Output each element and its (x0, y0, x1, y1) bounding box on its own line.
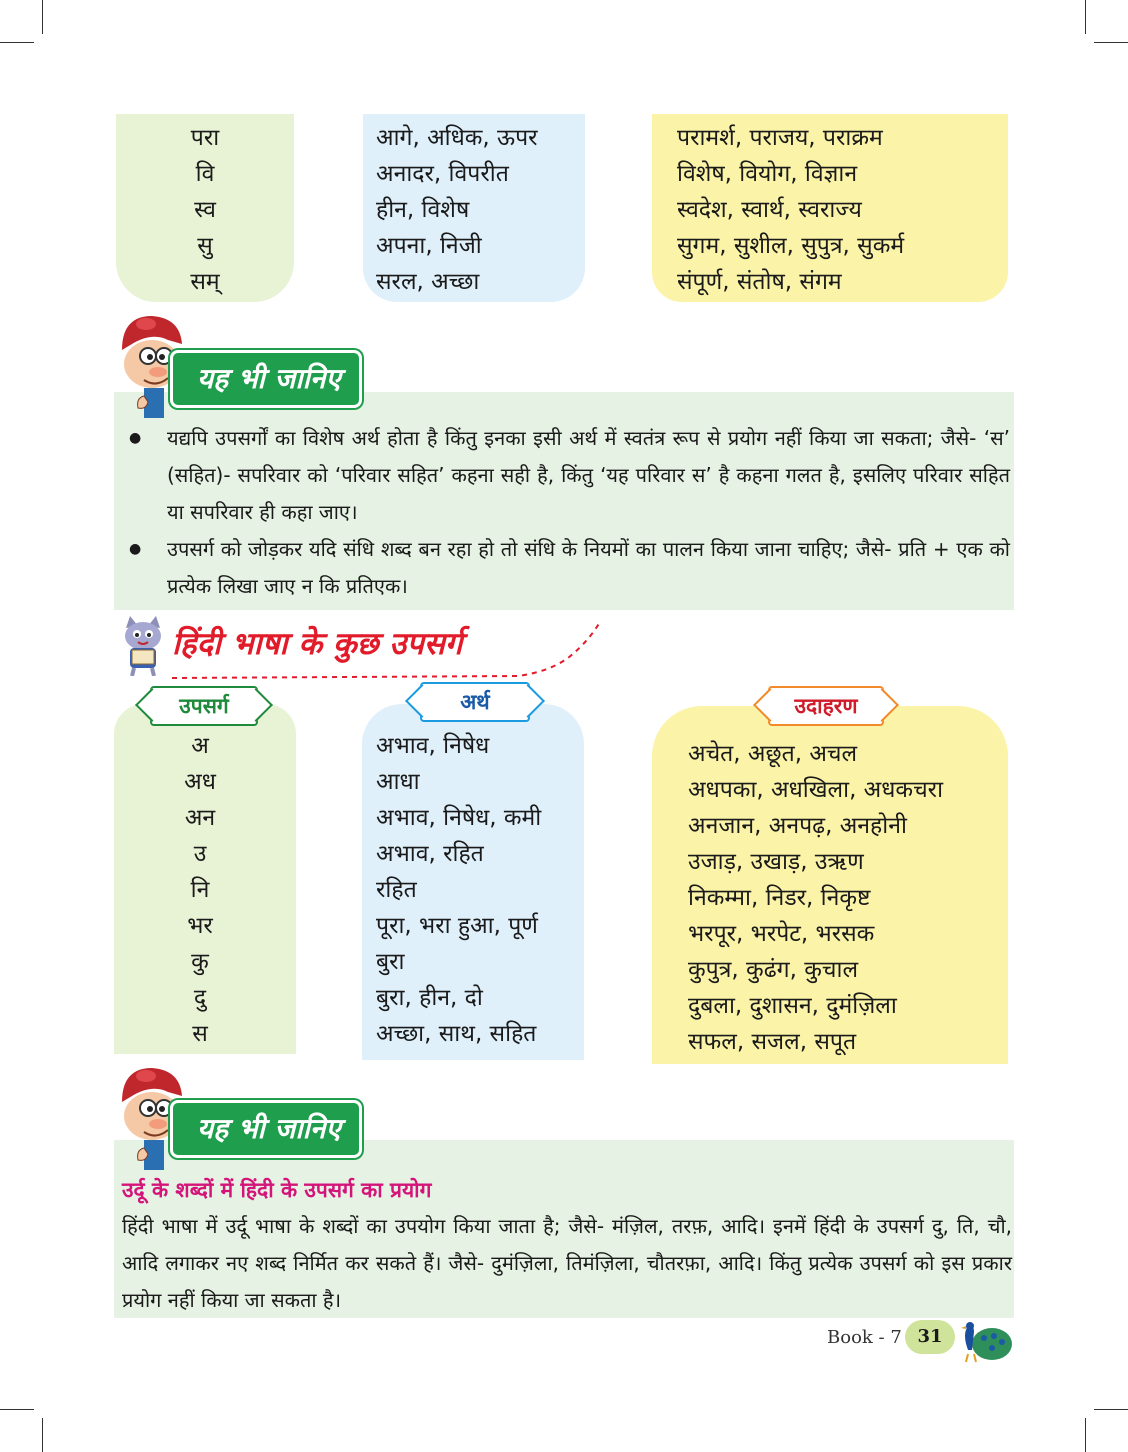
list-item: अनजान, अनपढ़, अनहोनी (688, 813, 907, 839)
list-item: सुगम, सुशील, सुपुत्र, सुकर्म (677, 233, 905, 259)
list-item: भरपूर, भरपेट, भरसक (688, 921, 875, 947)
list-item: भर (187, 913, 213, 939)
list-item: दुबला, दुशासन, दुमंज़िला (688, 993, 897, 1019)
crop-mark (1085, 0, 1086, 34)
crop-mark (0, 1409, 34, 1410)
peacock-icon (952, 1314, 1014, 1364)
book-label: Book - 7 (827, 1327, 902, 1348)
ribbon-note-heading: यह भी जानिए (170, 1100, 362, 1158)
header-udaharan: उदाहरण (768, 686, 884, 726)
crop-mark (42, 0, 43, 34)
top-meaning-list (376, 120, 581, 300)
crop-mark (1085, 1418, 1086, 1452)
list-item: अध (184, 769, 216, 795)
list-item: उजाड़, उखाड़, उऋण (688, 849, 864, 875)
top-example-list (677, 120, 1002, 300)
list-item: स्व (194, 197, 216, 223)
list-item: आधा (376, 769, 420, 795)
list-item: सम् (190, 269, 220, 295)
list-item: पूरा, भरा हुआ, पूर्ण (376, 913, 538, 939)
list-item: वि (195, 161, 215, 187)
title-underline-decoration (168, 618, 608, 684)
cat-mascot-icon (116, 614, 170, 676)
note-bullet-list (125, 420, 1010, 605)
header-upsarg: उपसर्ग (150, 686, 258, 726)
section-title: हिंदी भाषा के कुछ उपसर्ग (172, 626, 463, 662)
crop-mark (0, 42, 34, 43)
list-item: ● यद्यपि उपसर्गों का विशेष अर्थ होता है किंतु इनका इसी अर्थ में स्वतंत्र रूप से प्रयोग नहीं किया जा सकता; जैसे- ‘स’ (सहित)- सपरिवार को ‘परिवार सहित’ कहना सही है, किंतु ‘यह परिवार स’ है कहना गलत है, इसलिए परिवार सहित या सपरिवार ही कहा जाए। (125, 420, 1010, 531)
list-item: अनादर, विपरीत (376, 161, 509, 187)
list-item: अभाव, निषेध (376, 733, 490, 759)
list-item: अभाव, निषेध, कमी (376, 805, 542, 831)
list-item: संपूर्ण, संतोष, संगम (677, 269, 842, 295)
list-item: परामर्श, पराजय, पराक्रम (677, 125, 883, 151)
list-item: अच्छा, साथ, सहित (376, 1021, 537, 1047)
page-number: 31 (905, 1320, 955, 1354)
list-item: अभाव, रहित (376, 841, 484, 867)
list-item: बुरा, हीन, दो (376, 985, 483, 1011)
list-item: रहित (376, 877, 417, 903)
note-paragraph: हिंदी भाषा में उर्दू भाषा के शब्दों का उपयोग किया जाता है; जैसे- मंज़िल, तरफ़, आदि। इनमें हिंदी के उपसर्ग दु, ति, चौ, आदि लगाकर नए शब्द निर्मित कर सकते हैं। जैसे- दुमंज़िला, तिमंज़िला, चौतरफ़ा, आदि। किंतु प्रत्येक उपसर्ग को इस प्रकार प्रयोग नहीं किया जा सकता है। (122, 1214, 1013, 1312)
list-item: स्वदेश, स्वार्थ, स्वराज्य (677, 197, 862, 223)
list-item: बुरा (376, 949, 405, 975)
list-item: निकम्मा, निडर, निकृष्ट (688, 885, 871, 911)
list-item: हीन, विशेष (376, 197, 470, 223)
list-item: नि (190, 877, 210, 903)
crop-mark (42, 1418, 43, 1452)
list-item: विशेष, वियोग, विज्ञान (677, 161, 858, 187)
list-item: दु (193, 985, 207, 1011)
top-prefix-list (150, 120, 260, 300)
prefix-list (150, 728, 250, 1052)
crop-mark (1094, 1409, 1128, 1410)
list-item: अ (191, 733, 209, 759)
list-item: अचेत, अछूत, अचल (688, 741, 858, 767)
list-item: उ (193, 841, 207, 867)
list-item: परा (190, 125, 220, 151)
list-item: सु (197, 233, 213, 259)
example-list (688, 736, 1003, 1060)
list-item: अपना, निजी (376, 233, 482, 259)
list-item: स (192, 1021, 208, 1047)
list-item: कुपुत्र, कुढंग, कुचाल (688, 957, 859, 983)
ribbon-note-heading: यह भी जानिए (170, 350, 362, 408)
meaning-list (376, 728, 581, 1052)
header-arth: अर्थ (420, 682, 530, 722)
crop-mark (1094, 42, 1128, 43)
list-item: ● उपसर्ग को जोड़कर यदि संधि शब्द बन रहा हो तो संधि के नियमों का पालन किया जाना चाहिए; जैसे- प्रति + एक को प्रत्येक लिखा जाए न कि प्रतिएक। (125, 531, 1010, 605)
list-item: आगे, अधिक, ऊपर (376, 125, 538, 151)
list-item: सरल, अच्छा (376, 269, 480, 295)
list-item: सफल, सजल, सपूत (688, 1029, 857, 1055)
note-subheading: उर्दू के शब्दों में हिंदी के उपसर्ग का प्रयोग (122, 1178, 432, 1202)
list-item: कु (191, 949, 209, 975)
list-item: अन (184, 805, 216, 831)
list-item: अधपका, अधखिला, अधकचरा (688, 777, 944, 803)
